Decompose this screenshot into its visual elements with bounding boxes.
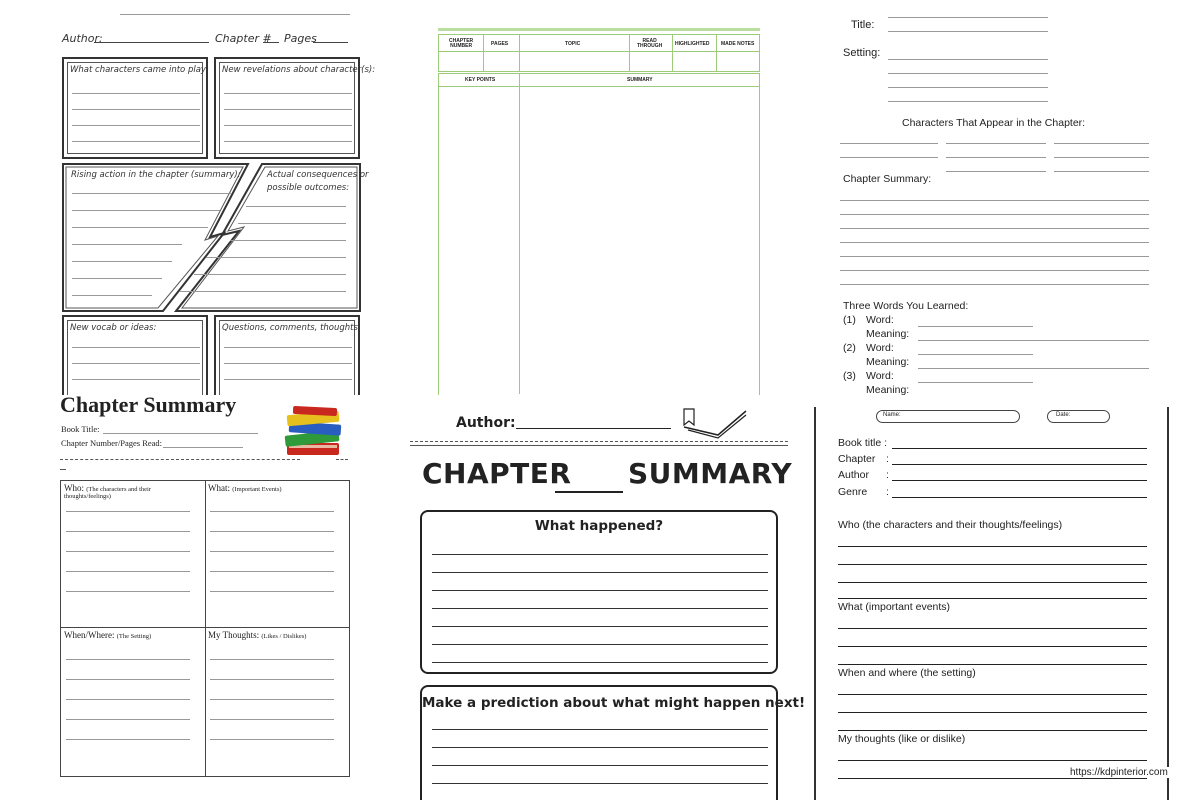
word-label-2: Word: <box>866 342 894 354</box>
who-label: Who: (The characters and their <box>64 483 152 493</box>
genre-colon: : <box>886 486 889 498</box>
revelations-prompt: New revelations about character(s): <box>222 65 376 75</box>
revelations-box <box>214 57 376 159</box>
name-label: Name: <box>883 412 901 418</box>
who-what-grid <box>60 480 350 777</box>
notes-table <box>438 73 760 395</box>
author-label: Author: <box>62 32 103 45</box>
chapter-summary-heading: Chapter Summary <box>60 392 237 417</box>
title-label: Title: <box>851 19 875 31</box>
books-stack-icon <box>283 407 349 461</box>
word-label-1: Word: <box>866 314 894 326</box>
book-title-label: Book title : <box>838 437 888 449</box>
chapter-heading: CHAPTER <box>422 457 572 490</box>
what-happened-box <box>420 510 778 674</box>
consequences-prompt-2: possible outcomes: <box>267 183 350 193</box>
name-field[interactable] <box>876 410 1020 423</box>
meaning-label-3: Meaning: <box>866 384 910 396</box>
vocab-box <box>62 315 208 395</box>
col-read: READ THROUGH <box>637 38 663 49</box>
prediction-box <box>420 685 806 800</box>
worksheet-panel-1 <box>0 0 400 395</box>
characters-heading: Characters That Appear in the Chapter: <box>902 117 1086 129</box>
worksheet-panel-4 <box>0 392 400 800</box>
col-pages: PAGES <box>491 41 509 47</box>
chapter-table <box>438 34 760 72</box>
when-heading: When and where (the setting) <box>838 667 976 679</box>
who-heading: Who (the characters and their thoughts/feelings) <box>838 519 1063 531</box>
bookmark-book-icon <box>678 405 748 441</box>
worksheet-panel-6 <box>800 405 1200 800</box>
word-label-3: Word: <box>866 370 894 382</box>
setting-label: Setting: <box>843 47 881 59</box>
author-colon: : <box>886 469 889 481</box>
thoughts-label: My Thoughts: (Likes / Dislikes) <box>208 630 307 640</box>
questions-prompt: Questions, comments, thoughts: <box>222 323 361 333</box>
summary-heading: Chapter Summary: <box>843 173 932 185</box>
meaning-label-1: Meaning: <box>866 328 910 340</box>
chapter-label: Chapter # <box>215 32 272 45</box>
rising-action-prompt: Rising action in the chapter (summary): <box>71 170 241 180</box>
characters-prompt: What characters came into play: <box>70 65 209 75</box>
watermark-url: https://kdpinterior.com <box>1070 767 1168 778</box>
col-highlighted: HIGHLIGHTED <box>675 41 710 47</box>
what-happened-title: What happened? <box>534 518 664 534</box>
vocab-prompt: New vocab or ideas: <box>70 323 157 333</box>
pages-label: Pages <box>284 32 317 45</box>
worksheet-panel-3 <box>800 0 1200 395</box>
chapter-pages-label: Chapter Number/Pages Read: <box>61 438 163 448</box>
author-label: Author <box>838 469 869 481</box>
book-title-label: Book Title: <box>61 424 100 434</box>
col-notes: MADE NOTES <box>721 41 755 47</box>
words-heading: Three Words You Learned: <box>843 300 969 312</box>
key-points-header: KEY POINTS <box>465 77 496 83</box>
prediction-title: Make a prediction about what might happen next! <box>422 695 806 711</box>
date-label: Date: <box>1056 412 1071 418</box>
characters-box <box>62 57 208 159</box>
meaning-label-2: Meaning: <box>866 356 910 368</box>
col-chapter: CHAPTER NUMBER <box>449 38 474 49</box>
questions-box <box>214 315 360 395</box>
summary-header: SUMMARY <box>627 77 653 83</box>
worksheet-panel-2 <box>400 0 800 395</box>
who-sublabel: thoughts/feelings) <box>64 493 111 500</box>
worksheet-panel-5 <box>400 405 806 800</box>
word-number-1: (1) <box>843 314 856 326</box>
thoughts-heading: My thoughts (like or dislike) <box>838 733 966 745</box>
word-number-3: (3) <box>843 370 856 382</box>
what-label: What: (Important Events) <box>208 483 282 493</box>
summary-heading: SUMMARY <box>628 457 793 490</box>
date-field[interactable] <box>1047 410 1110 423</box>
col-topic: TOPIC <box>565 41 581 47</box>
word-number-2: (2) <box>843 342 856 354</box>
consequences-prompt-1: Actual consequences or <box>267 170 369 180</box>
chapter-label: Chapter <box>838 453 876 465</box>
what-heading: What (important events) <box>838 601 951 613</box>
chapter-colon: : <box>886 453 889 465</box>
genre-label: Genre <box>838 486 868 498</box>
when-label: When/Where: (The Setting) <box>64 630 152 640</box>
author-label: Author: <box>456 415 516 431</box>
